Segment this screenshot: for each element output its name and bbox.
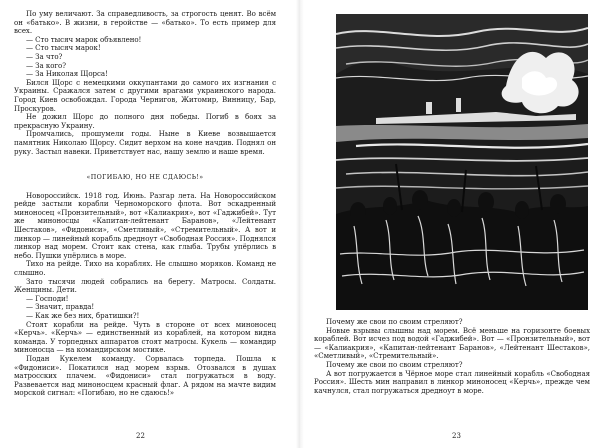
paragraph: Подан Кукелем команду. Сорвалась торпеда. Пошла к «Фидониси». Покатился над морем взрыв. Отозвался в душах матросских плачем. «Фидониси» стал погружаться в воду. Развевается над миноносцем красный флаг. А рядом на мачте видим морской сигнал: «Погибаю, но не сдаюсь!» [14, 353, 276, 398]
paragraph: Бился Щорс с немецкими оккупантами до самого их изгнания с Украины. Сражался затем с другими врагами украинского народа. Город Киев освобождал. Города Чернигов, Житомир, Винницу, Бар, Проскуров. [14, 77, 276, 113]
paragraph: По уму величают. За справедливость, за строгость ценят. Во всём он «батько». В жизни, в геройстве — «батько». То есть пример для всех. [14, 9, 276, 36]
dialogue-line: — Сто тысяч марок объявлено! [26, 34, 142, 44]
paragraph: Почему же свои по своим стреляют? [326, 317, 463, 326]
paragraph: Новые взрывы слышны над морем. Всё меньше на горизонте боевых кораблей. Вот исчез под водой «Гаджибей». Вот — «Пронзительный», вот — «Калиакрия», «Капитан-лейтенант Баранов», «Лейтенант Шестаков», «Сметливый», «Стремительный». [314, 325, 590, 361]
section-title: «ПОГИБАЮ, НО НЕ СДАЮСЬ!» [86, 174, 204, 182]
page-number-right: 23 [452, 432, 461, 440]
dialogue-line: — За кого? [26, 60, 66, 70]
paragraph: Тихо на рейде. Тихо на кораблях. Не слышно моряков. Команд не слышно. [14, 259, 276, 278]
paragraph: Стоят корабли на рейде. Чуть в стороне от всех миноносец «Керчь». «Керчь» — единственный из кораблей, на котором видна команда. У торпедных аппаратов стоят матросы. Кукель — командир миноносца — на командирском мостике. [14, 319, 276, 355]
paragraph: Не дожил Щорс до полного дня победы. Погиб в боях за прекрасную Украину. [14, 112, 276, 130]
paragraph: А вот погружается в Чёрное море стал линейный корабль «Свободная Россия». Шесть мин направил в линкор миноносец «Керчь», прежде чем качнулся, стал погружаться дредноут в море. [314, 368, 590, 395]
right-text-column [314, 318, 590, 395]
dialogue-line: — Как же без них, братишки?! [26, 311, 140, 320]
dialogue-line: — Господи! [26, 293, 69, 303]
dialogue-line: — Значит, правда! [26, 302, 95, 312]
paragraph: Зато тысячи людей собрались на берегу. Матросы. Солдаты. Женщины. Дети. [14, 276, 276, 295]
paragraph: Новороссийск. 1918 год. Июнь. Разгар лета. На Новороссийском рейде застыли корабли Черноморского флота. Вот эскадренный миноносец «Пронзительный», вот «Калиакрия», вот «Гаджибей». Тут же миноносцы «Капитан-лейтенант Баранов», «Лейтенант Шестаков», «Фидониси», «Сметливый», «Стремительный». А вот и линкор — линейный корабль дредноут «Свободная Россия». Поднялся линкор над морем. Стоит как стена, как глыба. Трубы упёрлись в небо. Пушки упёрлись в море. [14, 190, 276, 260]
right-page [300, 0, 600, 448]
dialogue-line: — За Николая Щорса! [26, 69, 108, 79]
paragraph: Почему же свои по своим стреляют? [326, 359, 463, 369]
dialogue-line: — За что? [26, 51, 63, 61]
woodcut-illustration-battleship [336, 14, 588, 310]
paragraph: Промчались, прошумели годы. Ныне в Киеве возвышается памятник Николаю Щорсу. Сидит верхом на коне начдив. Поднял он руку. Застыл навеки. Приветствует нас, нашу землю и наше время. [14, 129, 276, 156]
left-text-column [14, 10, 276, 398]
dialogue-line: — Сто тысяч марок! [26, 43, 101, 53]
page-number-left: 22 [136, 432, 145, 440]
